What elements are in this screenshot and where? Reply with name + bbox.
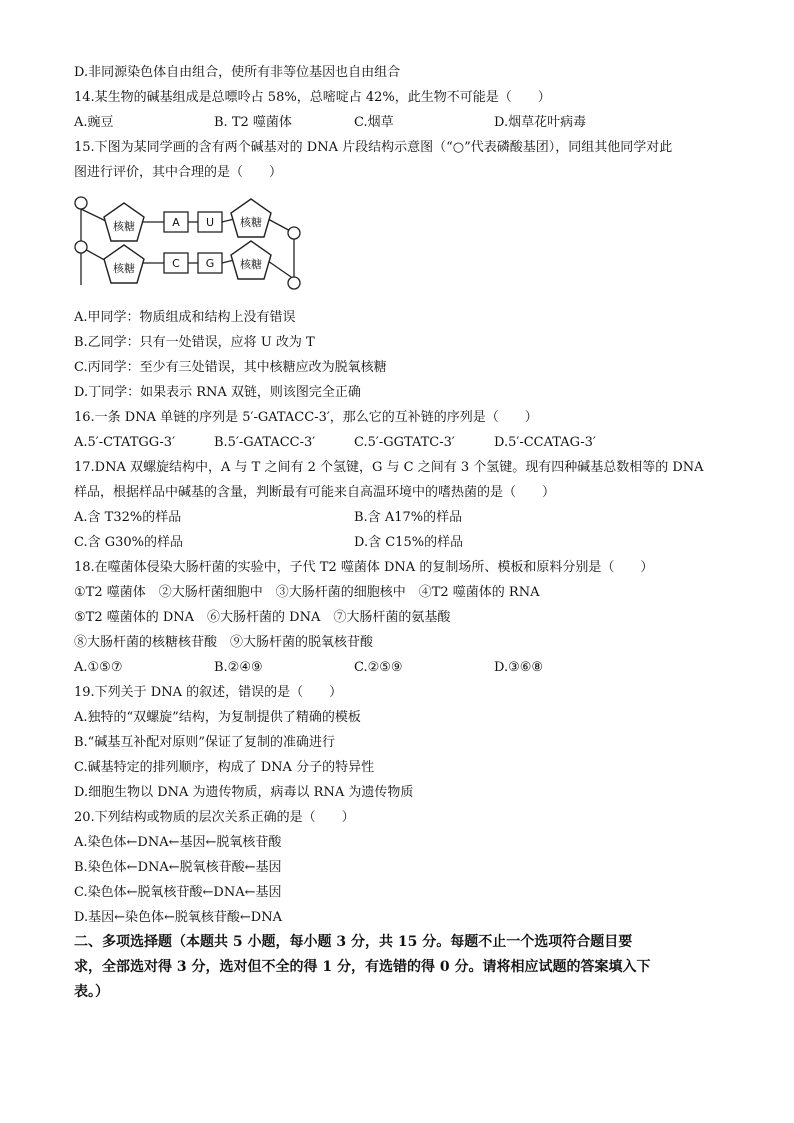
q14-option-c: C.烟草	[354, 115, 394, 130]
q17-option-b: B.含 A17%的样品	[354, 510, 463, 525]
phosphate-circle-icon	[75, 197, 87, 209]
base-label-a: A	[172, 216, 180, 229]
q19-option-c: C.碱基特定的排列顺序，构成了 DNA 分子的特异性	[74, 760, 375, 775]
q18-items-line3: ⑧大肠杆菌的核糖核苷酸 ⑨大肠杆菌的脱氧核苷酸	[74, 635, 374, 650]
base-label-c: C	[172, 257, 180, 270]
q17-options-row2	[74, 530, 734, 555]
q15-stem-line2: 图进行评价，其中合理的是（ ）	[74, 165, 283, 180]
base-label-g: G	[205, 257, 215, 270]
q17-option-c: C.含 G30%的样品	[74, 535, 184, 550]
section2-heading-line2: 求，全部选对得 3 分，选对但不全的得 1 分，有选错的得 0 分。请将相应试题的答案填入下	[74, 959, 651, 975]
q19-option-d: D.细胞生物以 DNA 为遗传物质，病毒以 RNA 为遗传物质	[74, 785, 414, 800]
section2-heading-line3: 表。）	[74, 984, 109, 1000]
q16-stem: 16.一条 DNA 单链的序列是 5′-GATACC-3′，那么它的互补链的序列是（ ）	[74, 410, 538, 425]
q20-option-d: D.基因←染色体←脱氧核苷酸←DNA	[74, 910, 282, 925]
q14-option-a: A.豌豆	[74, 115, 114, 130]
q20-option-c: C.染色体←脱氧核苷酸←DNA←基因	[74, 885, 282, 900]
q17-option-a: A.含 T32%的样品	[74, 510, 182, 525]
sugar-label: 核糖	[240, 216, 262, 229]
q18-option-c: C.②⑤⑨	[354, 660, 403, 675]
q20-stem: 20.下列结构或物质的层次关系正确的是（ ）	[74, 810, 355, 825]
q14-options	[74, 110, 734, 135]
q15-option-a: A.甲同学：物质组成和结构上没有错误	[74, 310, 296, 325]
q14-option-d: D.烟草花叶病毒	[494, 115, 587, 130]
q16-option-b: B.5′-GATACC-3′	[214, 435, 316, 450]
base-label-u: U	[205, 216, 215, 229]
q20-option-b: B.染色体←DNA←脱氧核苷酸←基因	[74, 860, 282, 875]
q18-option-a: A.①⑤⑦	[74, 660, 123, 675]
exam-page	[74, 60, 734, 1005]
q19-stem: 19.下列关于 DNA 的叙述，错误的是（ ）	[74, 685, 343, 700]
phosphate-circle-icon	[288, 277, 300, 289]
phosphate-circle-icon	[288, 227, 300, 239]
dna-diagram-svg	[74, 189, 314, 297]
q16-option-a: A.5′-CTATGG-3′	[74, 435, 176, 450]
q17-stem-line2: 样品，根据样品中碱基的含量，判断最有可能来自高温环境中的嗜热菌的是（ ）	[74, 485, 556, 500]
q15-option-b: B.乙同学：只有一处错误，应将 U 改为 T	[74, 335, 315, 350]
q15-stem-line1: 15.下图为某同学画的含有两个碱基对的 DNA 片段结构示意图（“○”代表磷酸基团），同组其他同学对此	[74, 140, 673, 155]
q15-option-d: D.丁同学：如果表示 RNA 双链，则该图完全正确	[74, 385, 361, 400]
q15-option-c: C.丙同学：至少有三处错误，其中核糖应改为脱氧核糖	[74, 360, 387, 375]
q18-options	[74, 655, 734, 680]
q19-option-b: B.“碱基互补配对原则”保证了复制的准确进行	[74, 735, 335, 750]
q18-option-d: D.③⑥⑧	[494, 660, 544, 675]
q19-option-a: A.独特的“双螺旋”结构，为复制提供了精确的模板	[74, 710, 361, 725]
sugar-label: 核糖	[113, 262, 135, 275]
q16-options	[74, 430, 734, 455]
phosphate-circle-icon	[75, 241, 87, 253]
q17-option-d: D.含 C15%的样品	[354, 535, 464, 550]
q18-option-b: B.②④⑨	[214, 660, 263, 675]
q13-option-d: D.非同源染色体自由组合，使所有非等位基因也自由组合	[74, 65, 401, 80]
q18-stem: 18.在噬菌体侵染大肠杆菌的实验中，子代 T2 噬菌体 DNA 的复制场所、模板和原料分别是（ ）	[74, 560, 654, 575]
sugar-label: 核糖	[113, 220, 135, 233]
q20-option-a: A.染色体←DNA←基因←脱氧核苷酸	[74, 835, 282, 850]
sugar-label: 核糖	[240, 258, 262, 271]
section2-heading-line1: 二、多项选择题（本题共 5 小题，每小题 3 分，共 15 分。每题不止一个选项符合题目要	[74, 934, 633, 950]
dna-structure-diagram	[74, 189, 734, 299]
q17-options-row1	[74, 505, 734, 530]
right-bottom-phosphate-bond	[268, 261, 294, 279]
q17-stem-line1: 17.DNA 双螺旋结构中，A 与 T 之间有 2 个氢键，G 与 C 之间有 3 个氢键。现有四种碱基总数相等的 DNA	[74, 460, 704, 475]
q14-option-b: B. T2 噬菌体	[214, 115, 292, 130]
q16-option-d: D.5′-CCATAG-3′	[494, 435, 596, 450]
q16-option-c: C.5′-GGTATC-3′	[354, 435, 455, 450]
q18-items-line1: ①T2 噬菌体 ②大肠杆菌细胞中 ③大肠杆菌的细胞核中 ④T2 噬菌体的 RNA	[74, 585, 540, 600]
q14-stem: 14.某生物的碱基组成是总嘌呤占 58%，总嘧啶占 42%，此生物不可能是（ ）	[74, 90, 551, 105]
q18-items-line2: ⑤T2 噬菌体的 DNA ⑥大肠杆菌的 DNA ⑦大肠杆菌的氨基酸	[74, 610, 451, 625]
